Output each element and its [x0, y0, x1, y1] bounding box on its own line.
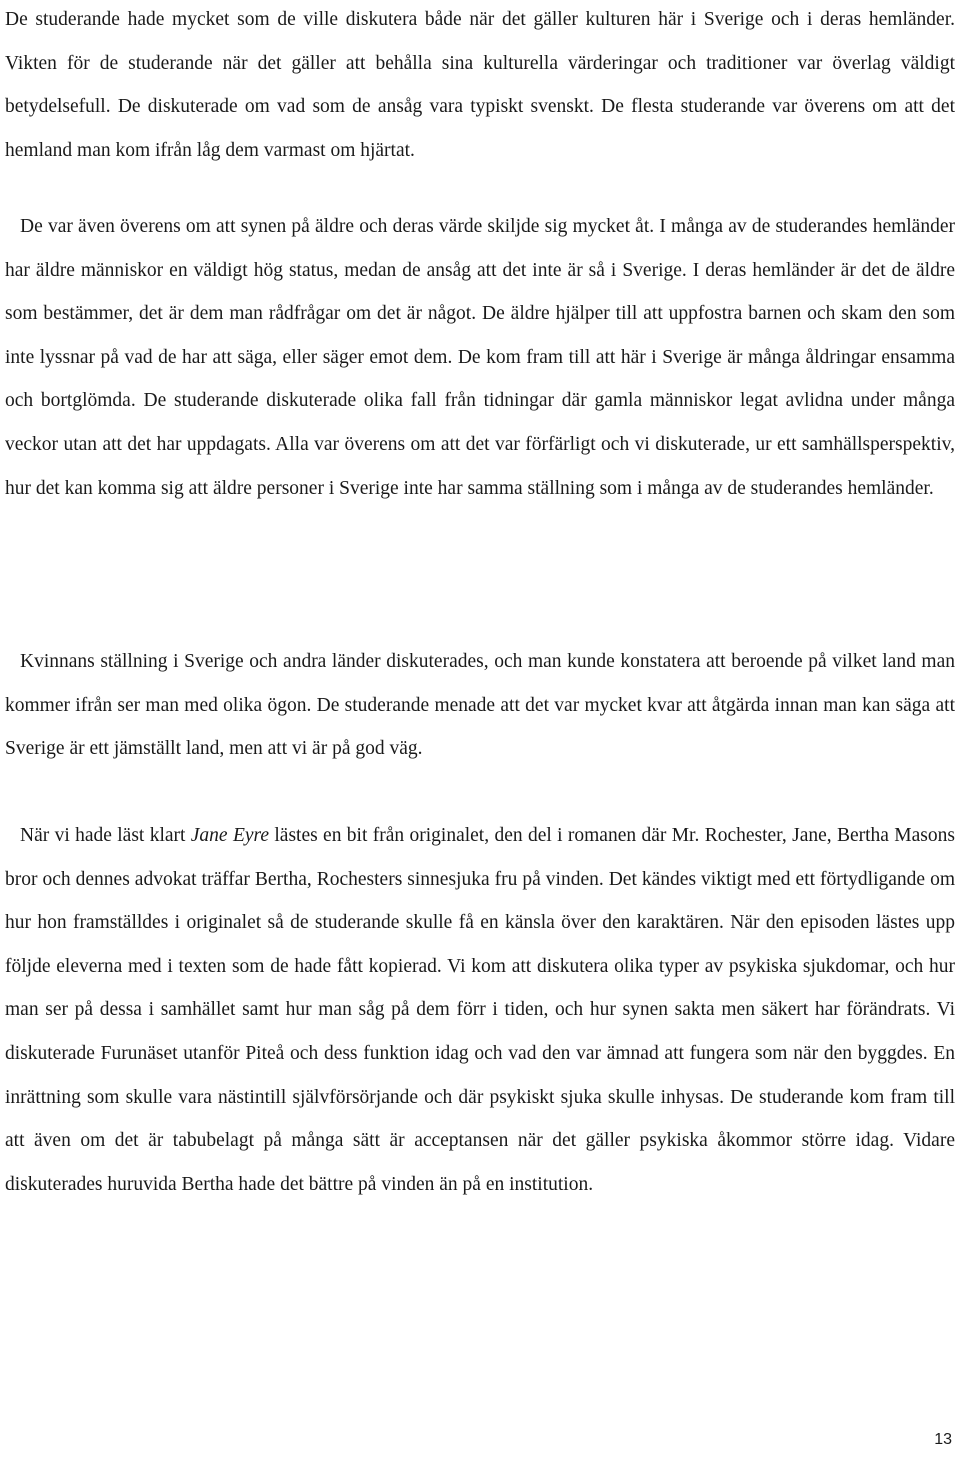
- paragraph-jane-eyre-start: När vi hade läst klart: [20, 825, 191, 846]
- document-page: [5, 0, 955, 1460]
- paragraph-jane-eyre: [5, 814, 955, 1206]
- paragraph-elderly: De var även överens om att synen på äldre och deras värde skiljde sig mycket åt. I många av de studerandes hemländer har äldre människor en väldigt hög status, medan de ansåg att det inte är så i Sverige. I deras hemländer är det de äldre som bestämmer, det är dem man rådfrågar om det är något. De äldre hjälper till att uppfostra barnen och skam den som inte lyssnar på vad de har att säga, eller säger emot dem. De kom fram till att här i Sverige är många åldringar ensamma och bortglömda. De studerande diskuterade olika fall från tidningar där gamla människor legat avlidna under många veckor utan att det har uppdagats. Alla var överens om att det var förfärligt och vi diskuterade, ur ett samhällsperspektiv, hur det kan komma sig att äldre personer i Sverige inte har samma ställning som i många av de studerandes hemländer.: [5, 216, 955, 499]
- page-number: 13: [934, 1431, 952, 1448]
- paragraph-culture: De studerande hade mycket som de ville diskutera både när det gäller kulturen här i Sverige och i deras hemländer. Vikten för de studerande när det gäller att behålla sina kulturella värderingar och traditioner var överlag väldigt betydelsefull. De diskuterade om vad som de ansåg vara typiskt svenskt. De flesta studerande var överens om att det hemland man kom ifrån låg dem varmast om hjärtat.: [5, 9, 955, 161]
- paragraph-women: Kvinnans ställning i Sverige och andra länder diskuterades, och man kunde konstatera att beroende på vilket land man kommer ifrån ser man med olika ögon. De studerande menade att det var mycket kvar att åtgärda innan man kan säga att Sverige är ett jämställt land, men att vi är på god väg.: [5, 651, 955, 760]
- paragraph-jane-eyre-rest: lästes en bit från originalet, den del i romanen där Mr. Rochester, Jane, Bertha Masons bror och dennes advokat träffar Bertha, Rochesters sinnesjuka fru på vinden. Det kändes viktigt med ett förtydligande om hur hon framställdes i originalet så de studerande skulle få en känsla över den karaktären. När den episoden lästes upp följde eleverna med i texten som de hade fått kopierad. Vi kom att diskutera olika typer av psykiska sjukdomar, och hur man ser på dessa i samhället samt hur man såg på dem förr i tiden, och hur synen sakta men säkert har förändrats. Vi diskuterade Furunäset utanför Piteå och dess funktion idag och vad den var ämnad att fungera som när den byggdes. En inrättning som skulle vara nästintill självförsörjande och där psykiskt sjuka skulle inhysas. De studerande kom fram till att även om det är tabubelagt på många sätt är acceptansen när det gäller psykiska åkommor större idag. Vidare diskuterades huruvida Bertha hade det bättre på vinden än på en institution.: [5, 825, 955, 1195]
- book-title: Jane Eyre: [190, 825, 270, 846]
